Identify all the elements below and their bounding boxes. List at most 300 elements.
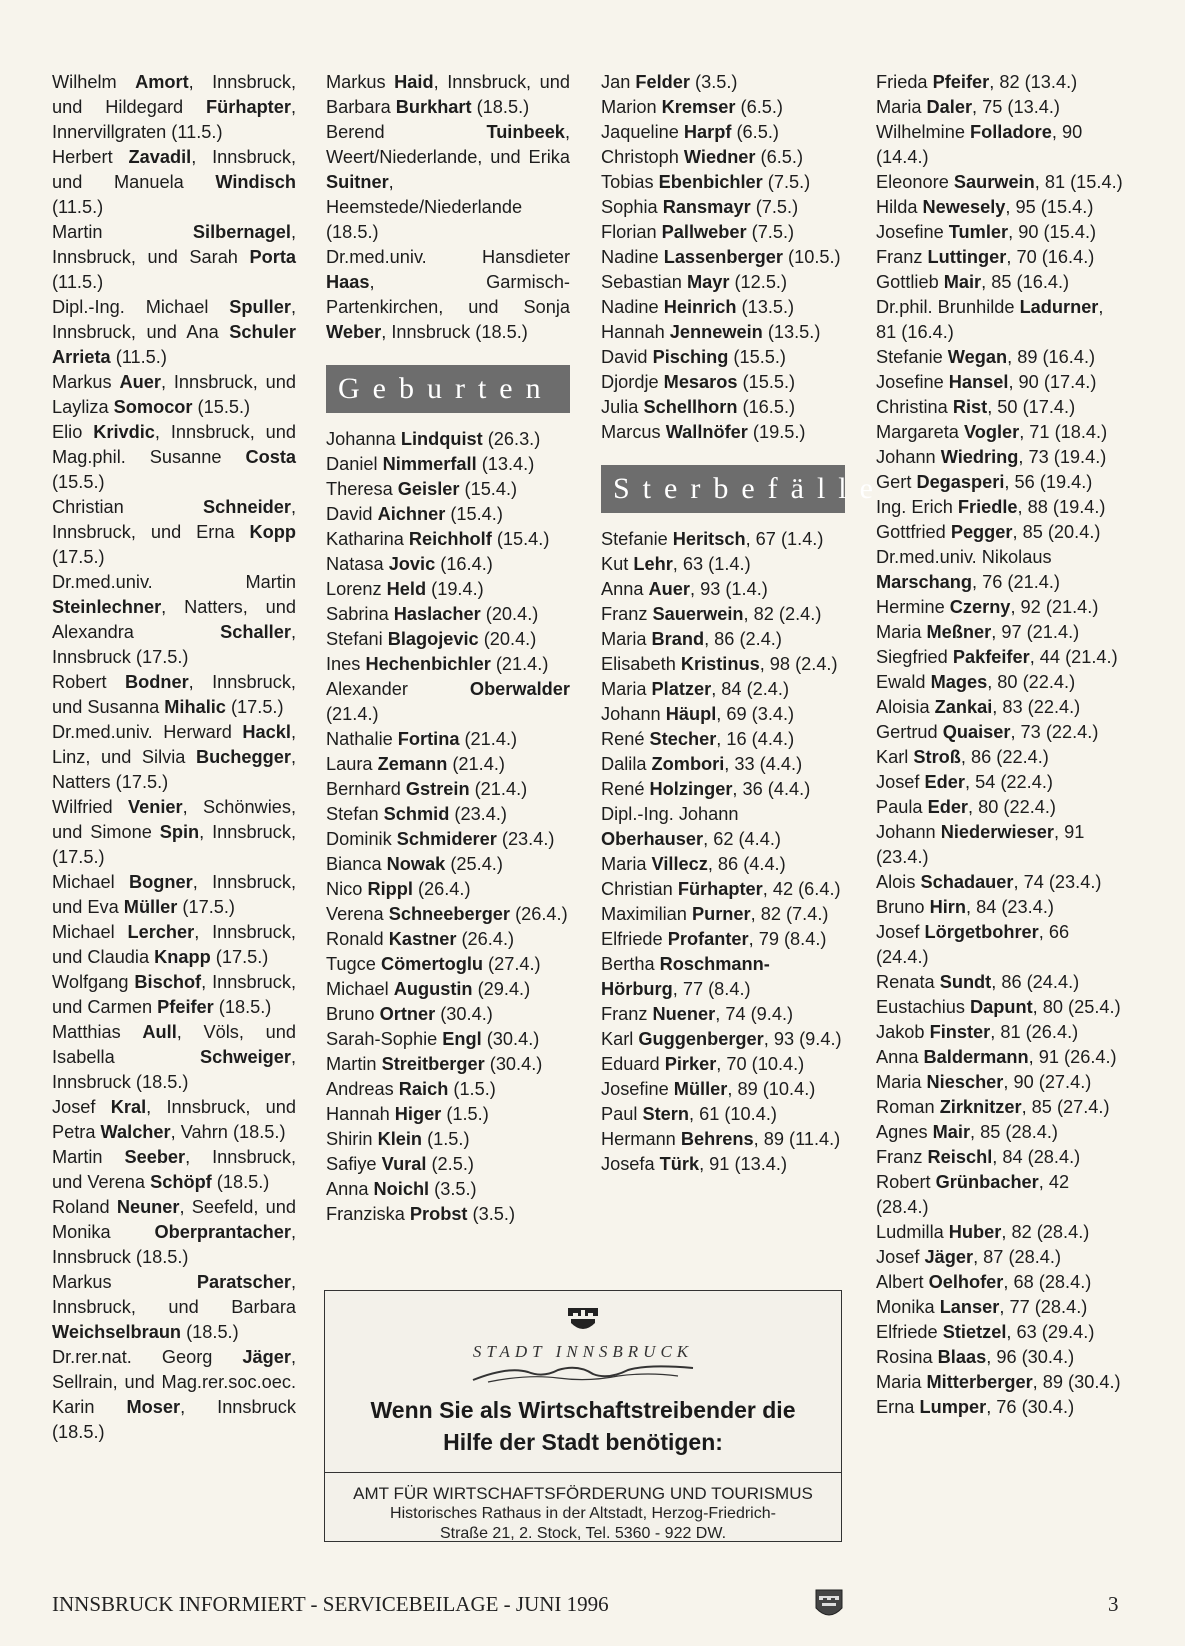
entry-text: (15.5.) bbox=[192, 397, 251, 417]
city-advertisement bbox=[324, 1290, 842, 1542]
death-entry bbox=[876, 345, 1124, 370]
marriage-entry bbox=[52, 295, 296, 370]
marriage-entry bbox=[326, 70, 570, 120]
surname: Eder bbox=[924, 772, 965, 792]
entry-text: , Garmisch-Partenkirchen, und Sonja bbox=[326, 272, 570, 317]
death-entry bbox=[601, 927, 845, 952]
surname: Pegger bbox=[950, 522, 1013, 542]
surname: Steinlechner bbox=[52, 597, 162, 617]
entry-text: Alexander bbox=[326, 679, 470, 699]
surname: Guggenberger bbox=[638, 1029, 764, 1049]
entry-text: , 89 (16.4.) bbox=[1007, 347, 1096, 367]
death-entry bbox=[601, 852, 845, 877]
footer-title: INNSBRUCK INFORMIERT - SERVICEBEILAGE - JUNI 1996 bbox=[52, 1592, 609, 1616]
entry-text: Sophia bbox=[601, 197, 663, 217]
birth-entry bbox=[326, 977, 570, 1002]
surname: Nuener bbox=[652, 1004, 716, 1024]
surname: Mages bbox=[930, 672, 988, 692]
entry-text: , 68 (28.4.) bbox=[1003, 1272, 1092, 1292]
entry-text: , 84 (23.4.) bbox=[965, 897, 1054, 917]
death-entry bbox=[601, 627, 845, 652]
entry-text: (30.4.) bbox=[481, 1029, 540, 1049]
entry-text: Elfriede bbox=[601, 929, 668, 949]
entry-text: Markus bbox=[52, 372, 120, 392]
surname: Stecher bbox=[649, 729, 717, 749]
entry-text: (13.4.) bbox=[476, 454, 535, 474]
entry-text: Daniel bbox=[326, 454, 383, 474]
entry-text: , Schönwies, und Simone bbox=[52, 797, 296, 842]
entry-text: Josefine bbox=[601, 1079, 674, 1099]
entry-text: Hermine bbox=[876, 597, 950, 617]
entry-text: Robert bbox=[52, 672, 125, 692]
entry-text: Michael bbox=[52, 922, 128, 942]
entry-text: , Innsbruck, (17.5.) bbox=[52, 822, 296, 867]
surname: Schaller bbox=[220, 622, 291, 642]
entry-text: Ewald bbox=[876, 672, 931, 692]
surname: Neuner bbox=[116, 1197, 180, 1217]
entry-text: , Innsbruck, und Eva bbox=[52, 872, 296, 917]
birth-entry bbox=[601, 370, 845, 395]
entry-text: Bruno bbox=[876, 897, 930, 917]
entry-text: , 76 (21.4.) bbox=[972, 572, 1060, 592]
surname: Kastner bbox=[388, 929, 457, 949]
surname: Weber bbox=[326, 322, 382, 342]
entry-text: Shirin bbox=[326, 1129, 378, 1149]
surname: Engl bbox=[442, 1029, 482, 1049]
surname: Heinrich bbox=[663, 297, 737, 317]
entry-text: Robert bbox=[876, 1172, 936, 1192]
birth-entry bbox=[326, 427, 570, 452]
death-entry bbox=[876, 1020, 1124, 1045]
entry-text: , 83 (22.4.) bbox=[992, 697, 1081, 717]
entry-text: David bbox=[326, 504, 378, 524]
entry-text: , 86 (4.4.) bbox=[707, 854, 786, 874]
birth-entry bbox=[601, 120, 845, 145]
surname: Pakfeifer bbox=[952, 647, 1030, 667]
entry-text: Paul bbox=[601, 1104, 643, 1124]
entry-text: , 84 (2.4.) bbox=[711, 679, 790, 699]
surname: Mair bbox=[943, 272, 982, 292]
surname: Tumler bbox=[948, 222, 1009, 242]
marriage-entry bbox=[52, 220, 296, 295]
city-crest-icon bbox=[814, 1588, 844, 1627]
death-entry bbox=[876, 170, 1124, 195]
surname: Schadauer bbox=[920, 872, 1014, 892]
entry-text: Dr.phil. Brunhilde bbox=[876, 297, 1020, 317]
death-entry bbox=[601, 802, 845, 852]
entry-text: Sarah-Sophie bbox=[326, 1029, 443, 1049]
entry-text: (27.4.) bbox=[483, 954, 541, 974]
death-entry bbox=[601, 1152, 845, 1177]
surname: Harpf bbox=[683, 122, 732, 142]
death-entry bbox=[601, 1127, 845, 1152]
column-deaths-continued bbox=[876, 70, 1124, 1420]
entry-text: Dr.med.univ. Hansdieter bbox=[326, 247, 570, 267]
entry-text: Marcus bbox=[601, 422, 666, 442]
birth-entry bbox=[326, 527, 570, 552]
entry-text: , 81 (15.4.) bbox=[1034, 172, 1123, 192]
entry-text: Herbert bbox=[52, 147, 129, 167]
entry-text: , 70 (16.4.) bbox=[1006, 247, 1095, 267]
entry-text: , 85 (27.4.) bbox=[1021, 1097, 1110, 1117]
birth-entry bbox=[326, 1077, 570, 1102]
death-entry bbox=[876, 1345, 1124, 1370]
birth-entry bbox=[601, 170, 845, 195]
surname: Kopp bbox=[249, 522, 296, 542]
birth-entry bbox=[326, 577, 570, 602]
entry-text: Dipl.-Ing. Johann bbox=[601, 804, 739, 824]
entry-text: Safiye bbox=[326, 1154, 382, 1174]
entry-text: Martin bbox=[326, 1054, 382, 1074]
surname: Oberprantacher bbox=[154, 1222, 291, 1242]
entry-text: (15.4.) bbox=[459, 479, 518, 499]
entry-text: , 91 (26.4.) bbox=[1028, 1047, 1117, 1067]
surname: Pallweber bbox=[661, 222, 747, 242]
entry-text: Josef bbox=[876, 1247, 925, 1267]
surname: Platzer bbox=[651, 679, 712, 699]
entry-text: Karl bbox=[601, 1029, 639, 1049]
entry-text: (18.5.) bbox=[211, 1172, 270, 1192]
birth-entry bbox=[326, 1027, 570, 1052]
death-entry bbox=[876, 245, 1124, 270]
brand-name: STADT INNSBRUCK bbox=[472, 1342, 694, 1361]
death-entry bbox=[876, 1095, 1124, 1120]
death-entry bbox=[601, 677, 845, 702]
entry-text: Matthias bbox=[52, 1022, 143, 1042]
entry-text: Dr.rer.nat. Georg bbox=[52, 1347, 243, 1367]
entry-text: Florian bbox=[601, 222, 662, 242]
entry-text: Stefanie bbox=[601, 529, 673, 549]
entry-text: (17.5.) bbox=[225, 697, 284, 717]
entry-text: Aloisia bbox=[876, 697, 935, 717]
entry-text: , 86 (22.4.) bbox=[960, 747, 1049, 767]
surname: Raich bbox=[398, 1079, 449, 1099]
entry-text: Markus bbox=[326, 72, 395, 92]
entry-text: Monika bbox=[876, 1297, 940, 1317]
entry-text: Renata bbox=[876, 972, 940, 992]
entry-text: , 62 (4.4.) bbox=[703, 829, 781, 849]
entry-text: Paula bbox=[876, 797, 928, 817]
surname: Haid bbox=[394, 72, 434, 92]
surname: Zavadil bbox=[128, 147, 192, 167]
entry-text: , 90 (14.4.) bbox=[876, 122, 1083, 167]
marriage-entry bbox=[52, 1270, 296, 1345]
entry-text: , 82 (28.4.) bbox=[1001, 1222, 1090, 1242]
surname: Silbernagel bbox=[192, 222, 291, 242]
death-entry bbox=[876, 420, 1124, 445]
entry-text: David bbox=[601, 347, 653, 367]
surname: Schneider bbox=[203, 497, 291, 517]
marriage-entry bbox=[52, 370, 296, 420]
death-entry bbox=[601, 777, 845, 802]
surname: Mitterberger bbox=[926, 1372, 1033, 1392]
birth-entry bbox=[601, 145, 845, 170]
surname: Lumper bbox=[919, 1397, 987, 1417]
birth-entry bbox=[326, 877, 570, 902]
column-3 bbox=[601, 70, 886, 1177]
entry-text: (17.5.) bbox=[52, 547, 105, 567]
entry-text: Albert bbox=[876, 1272, 929, 1292]
surname: Grünbacher bbox=[935, 1172, 1039, 1192]
ad-headline: Wenn Sie als Wirtschaftstreibender die Hilfe der Stadt benötigen: bbox=[370, 1397, 796, 1455]
birth-entry bbox=[326, 1152, 570, 1177]
entry-text: (15.5.) bbox=[737, 372, 796, 392]
entry-text: Dr.med.univ. Martin bbox=[52, 572, 296, 592]
birth-entry bbox=[326, 602, 570, 627]
entry-text: , 75 (13.4.) bbox=[972, 97, 1060, 117]
death-entry bbox=[876, 770, 1124, 795]
entry-text: Berend bbox=[326, 122, 487, 142]
surname: Ebenbichler bbox=[658, 172, 763, 192]
entry-text: (20.4.) bbox=[480, 604, 539, 624]
deaths-heading: Sterbefälle bbox=[601, 465, 845, 513]
surname: Reischl bbox=[927, 1147, 993, 1167]
birth-entry bbox=[326, 802, 570, 827]
entry-text: , 16 (4.4.) bbox=[716, 729, 795, 749]
entry-text: , Innsbruck, und Ana bbox=[52, 297, 296, 342]
entry-text: , 89 (11.4.) bbox=[753, 1129, 841, 1149]
surname: Oberwalder bbox=[469, 679, 570, 699]
entry-text: , Sellrain, und Mag.rer.soc.oec. Karin bbox=[52, 1347, 296, 1417]
entry-text: , 81 (16.4.) bbox=[876, 297, 1104, 342]
death-entry bbox=[876, 1120, 1124, 1145]
surname: Jovic bbox=[388, 554, 436, 574]
birth-entry bbox=[601, 70, 845, 95]
death-entry bbox=[876, 695, 1124, 720]
surname: Hechenbichler bbox=[365, 654, 491, 674]
surname: Müller bbox=[123, 897, 178, 917]
surname: Lindquist bbox=[400, 429, 483, 449]
entry-text: (7.5.) bbox=[762, 172, 811, 192]
surname: Huber bbox=[948, 1222, 1002, 1242]
surname: Venier bbox=[127, 797, 183, 817]
death-entry bbox=[876, 70, 1124, 95]
birth-entry bbox=[326, 952, 570, 977]
births-list bbox=[326, 427, 570, 1227]
surname: Saurwein bbox=[953, 172, 1035, 192]
entry-text: (29.4.) bbox=[472, 979, 531, 999]
birth-entry bbox=[326, 777, 570, 802]
entry-text: , 91 (23.4.) bbox=[876, 822, 1085, 867]
surname: Schweiger bbox=[199, 1047, 291, 1067]
surname: Wiedring bbox=[940, 447, 1019, 467]
entry-text: (21.4.) bbox=[447, 754, 505, 774]
entry-text: , 42 (28.4.) bbox=[876, 1172, 1070, 1217]
birth-entry bbox=[601, 245, 845, 270]
entry-text: , 73 (19.4.) bbox=[1018, 447, 1107, 467]
entry-text: (10.5.) bbox=[783, 247, 841, 267]
death-entry bbox=[876, 895, 1124, 920]
marriage-entry bbox=[52, 495, 296, 570]
entry-text: , 74 (23.4.) bbox=[1013, 872, 1102, 892]
entry-text: Johann bbox=[876, 447, 941, 467]
entry-text: , 90 (15.4.) bbox=[1008, 222, 1097, 242]
death-entry bbox=[876, 270, 1124, 295]
entry-text: , Heemstede/Niederlande (18.5.) bbox=[326, 172, 523, 242]
surname: Moser bbox=[126, 1397, 181, 1417]
entry-text: Wolfgang bbox=[52, 972, 135, 992]
entry-text: Ronald bbox=[326, 929, 389, 949]
entry-text: Josef bbox=[52, 1097, 111, 1117]
surname: Häupl bbox=[665, 704, 717, 724]
entry-text: Eduard bbox=[601, 1054, 665, 1074]
entry-text: Josefine bbox=[876, 222, 949, 242]
death-entry bbox=[601, 877, 845, 902]
birth-entry bbox=[326, 1102, 570, 1127]
surname: Sauerwein bbox=[652, 604, 744, 624]
entry-text: Sabrina bbox=[326, 604, 394, 624]
death-entry bbox=[876, 1295, 1124, 1320]
entry-text: , 36 (4.4.) bbox=[732, 779, 811, 799]
surname: Schmiderer bbox=[396, 829, 497, 849]
entry-text: Katharina bbox=[326, 529, 409, 549]
entry-text: , Innsbruck, und Petra bbox=[52, 1097, 296, 1142]
entry-text: (12.5.) bbox=[729, 272, 788, 292]
entry-text: Nadine bbox=[601, 247, 664, 267]
surname: Probst bbox=[409, 1204, 468, 1224]
entry-text: Dipl.-Ing. Michael bbox=[52, 297, 230, 317]
entry-text: Sebastian bbox=[601, 272, 687, 292]
entry-text: Stefani bbox=[326, 629, 388, 649]
entry-text: Franz bbox=[876, 1147, 928, 1167]
death-entry bbox=[876, 1220, 1124, 1245]
entry-text: Franz bbox=[876, 247, 928, 267]
entry-text: Margareta bbox=[876, 422, 964, 442]
entry-text: (6.5.) bbox=[755, 147, 804, 167]
surname: Krivdic bbox=[93, 422, 155, 442]
surname: Pirker bbox=[664, 1054, 717, 1074]
death-entry bbox=[876, 620, 1124, 645]
entry-text: (26.4.) bbox=[510, 904, 568, 924]
entry-text: , 86 (24.4.) bbox=[991, 972, 1080, 992]
entry-text: Hilda bbox=[876, 197, 923, 217]
entry-text: (30.4.) bbox=[435, 1004, 493, 1024]
death-entry bbox=[876, 545, 1124, 595]
entry-text: Ines bbox=[326, 654, 366, 674]
entry-text: (21.4.) bbox=[490, 654, 549, 674]
entry-text: Verena bbox=[326, 904, 389, 924]
entry-text: Nico bbox=[326, 879, 368, 899]
entry-text: Anna bbox=[601, 579, 649, 599]
surname: Zirknitzer bbox=[939, 1097, 1022, 1117]
death-entry bbox=[876, 995, 1124, 1020]
surname: Schuler Arrieta bbox=[52, 322, 296, 367]
marriage-entry bbox=[52, 420, 296, 495]
surname: Zankai bbox=[934, 697, 993, 717]
entry-text: (7.5.) bbox=[750, 197, 799, 217]
entry-text: , 97 (21.4.) bbox=[991, 622, 1080, 642]
entry-text: Kut bbox=[601, 554, 634, 574]
death-entry bbox=[876, 395, 1124, 420]
entry-text: Erna bbox=[876, 1397, 920, 1417]
entry-text: Roland bbox=[52, 1197, 117, 1217]
entry-text: , Innsbruck (18.5.) bbox=[52, 1047, 296, 1092]
entry-text: , 86 (2.4.) bbox=[704, 629, 782, 649]
death-entry bbox=[601, 527, 845, 552]
death-entry bbox=[876, 670, 1124, 695]
surname: Auer bbox=[119, 372, 161, 392]
surname: Oberhauser bbox=[601, 829, 704, 849]
entry-text: Tobias bbox=[601, 172, 659, 192]
city-crest-icon bbox=[325, 1305, 841, 1340]
marriage-entry bbox=[52, 570, 296, 670]
birth-entry bbox=[326, 852, 570, 877]
entry-text: Maria bbox=[876, 97, 927, 117]
surname: Bodner bbox=[124, 672, 189, 692]
death-entry bbox=[876, 920, 1124, 970]
column-marriages-1 bbox=[52, 70, 296, 1445]
entry-text: , 85 (28.4.) bbox=[970, 1122, 1058, 1142]
surname: Kremser bbox=[661, 97, 736, 117]
entry-text: Maria bbox=[601, 629, 652, 649]
entry-text: Ludmilla bbox=[876, 1222, 949, 1242]
entry-text: Dalila bbox=[601, 754, 652, 774]
entry-text: Christoph bbox=[601, 147, 684, 167]
entry-text: , Innsbruck, und Layliza bbox=[52, 372, 296, 417]
marriage-entry bbox=[52, 670, 296, 720]
surname: Heritsch bbox=[672, 529, 746, 549]
entry-text: (30.4.) bbox=[484, 1054, 543, 1074]
marriage-entry bbox=[52, 1145, 296, 1195]
surname: Hirn bbox=[929, 897, 966, 917]
surname: Vural bbox=[381, 1154, 427, 1174]
entry-text: , Innsbruck (18.5.) bbox=[52, 1222, 296, 1267]
entry-text: (3.5.) bbox=[689, 72, 738, 92]
entry-text: , 82 (2.4.) bbox=[743, 604, 822, 624]
entry-text: Lorenz bbox=[326, 579, 387, 599]
surname: Blaas bbox=[937, 1347, 987, 1367]
entry-text: , 85 (20.4.) bbox=[1012, 522, 1101, 542]
surname: Czerny bbox=[949, 597, 1011, 617]
surname: Reichholf bbox=[408, 529, 492, 549]
entry-text: (1.5.) bbox=[448, 1079, 496, 1099]
entry-text: , 44 (21.4.) bbox=[1029, 647, 1118, 667]
surname: Paratscher bbox=[196, 1272, 291, 1292]
entry-text: Maximilian bbox=[601, 904, 692, 924]
surname: Noichl bbox=[373, 1179, 430, 1199]
surname: Rippl bbox=[367, 879, 413, 899]
surname: Luttinger bbox=[927, 247, 1007, 267]
entry-text: Markus bbox=[52, 1272, 197, 1292]
surname: Holzinger bbox=[649, 779, 733, 799]
surname: Aull bbox=[142, 1022, 177, 1042]
entry-text: (6.5.) bbox=[731, 122, 779, 142]
entry-text: (18.5.) bbox=[213, 997, 272, 1017]
entry-text: , 56 (19.4.) bbox=[1004, 472, 1093, 492]
entry-text: Eleonore bbox=[876, 172, 954, 192]
death-entry bbox=[876, 520, 1124, 545]
surname: Kristinus bbox=[680, 654, 760, 674]
surname: Windisch bbox=[215, 172, 296, 192]
entry-text: Jan bbox=[601, 72, 636, 92]
entry-text: (18.5.) bbox=[181, 1322, 239, 1342]
entry-text: Jakob bbox=[876, 1022, 930, 1042]
entry-text: , Innsbruck, und Hildegard bbox=[52, 72, 296, 117]
entry-text: , Völs, und Isabella bbox=[52, 1022, 296, 1067]
surname: Wallnöfer bbox=[665, 422, 748, 442]
entry-text: , Innsbruck, und Susanna bbox=[52, 672, 296, 717]
surname: Walcher bbox=[100, 1122, 171, 1142]
death-entry bbox=[876, 195, 1124, 220]
death-entry bbox=[601, 702, 845, 727]
marriage-entry bbox=[52, 1195, 296, 1270]
entry-text: Hermann bbox=[601, 1129, 681, 1149]
entry-text: Karl bbox=[876, 747, 914, 767]
entry-text: Hannah bbox=[326, 1104, 395, 1124]
marriage-entry bbox=[52, 870, 296, 920]
birth-entry bbox=[326, 652, 570, 677]
death-entry bbox=[601, 902, 845, 927]
